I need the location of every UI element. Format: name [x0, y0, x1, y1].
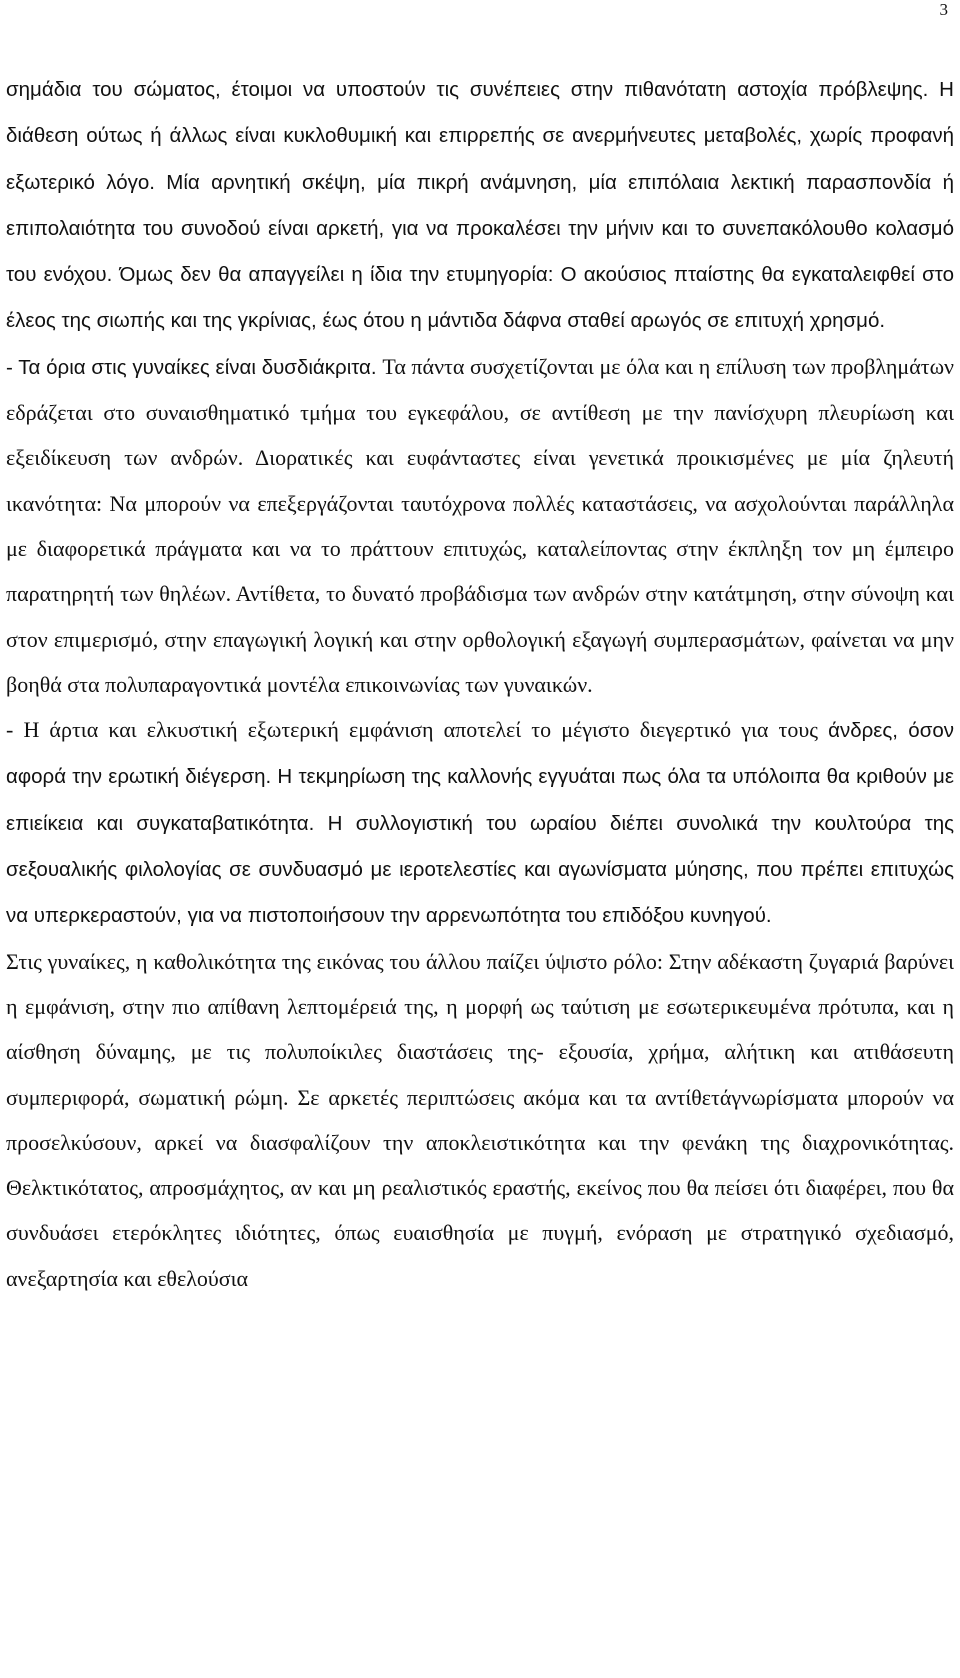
- paragraph: [6, 707, 954, 938]
- body-text: [6, 66, 954, 1301]
- text-run: - Η άρτια και ελκυστική εξωτερική εμφάνιση αποτελεί το μέγιστο διεγερτικό για τους: [6, 717, 829, 743]
- paragraph: [6, 66, 954, 344]
- text-run: - Τα όρια στις γυναίκες είναι δυσδιάκριτα.: [6, 355, 383, 379]
- text-run: Στις γυναίκες, η καθολικότητα της εικόνας του άλλου παίζει ύψιστο ρόλο: Στην αδέκαστη ζυγαριά βαρύνει η εμφάνιση, στην πιο απίθανη λεπτομέρειά της, η μορφή ως ταύτιση με εσωτερικευμένα πρότυπα, και η αίσθηση δύναμης, με τις πολυποίκιλες διαστάσεις της- εξουσία, χρήμα, αλήτικη και ατιθάσευτη συμπεριφορά, σωματική ρώμη. Σε αρκετές περιπτώσεις ακόμα και τα αντίθετάγνωρίσματα μπορούν να προσελκύσουν, αρκεί να διασφαλίζουν την αποκλειστικότητα και την φενάκη της διαχρονικότητας. Θελκτικότατος, απροσμάχητος, αν και μη ρεαλιστικός εραστής, εκείνος που θα πείσει ότι διαφέρει, που θα συνδυάσει ετερόκλητες ιδιότητες, όπως ευαισθησία με πυγμή, ενόραση με στρατηγικό σχεδιασμό, ανεξαρτησία και εθελούσια: [6, 948, 954, 1291]
- page-number: 3: [939, 0, 948, 19]
- paragraph: [6, 344, 954, 707]
- paragraph: [6, 939, 954, 1301]
- text-run: Τα πάντα συσχετίζονται με όλα και η επίλυση των προβλημάτων εδράζεται στο συναισθηματικό τμήμα του εγκεφάλου, σε αντίθεση με την πανίσχυρη πλευρίωση και εξειδίκευση των ανδρών. Διορατικές και ευφάνταστες είναι γενετικά προικισμένες με μία ζηλευτή ικανότητα: Να μπορούν να επεξεργάζονται ταυτόχρονα πολλές καταστάσεις, να ασχολούνται παράλληλα με διαφορετικά πράγματα και να το πράττουν επιτυχώς, καταλείποντας στην έκπληξη τον μη έμπειρο παρατηρητή των θηλέων. Αντίθετα, το δυνατό προβάδισμα των ανδρών στην κατάτμηση, στην σύνοψη και στον επιμερισμό, στην επαγωγική λογική και στην ορθολογική εξαγωγή συμπερασμάτων, φαίνεται να μην βοηθά στα πολυπαραγοντικά μοντέλα επικοινωνίας των γυναικών.: [6, 353, 954, 697]
- text-run: άνδρες, όσον αφορά την ερωτική διέγερση. Η τεκμηρίωση της καλλονής εγγυάται πως όλα τα υπόλοιπα θα κριθούν με επιείκεια και συγκαταβατικότητα. Η συλλογιστική του ωραίου διέπει συνολικά την κουλτούρα της σεξουαλικής φιλολογίας σε συνδυασμό με ιεροτελεστίες και αγωνίσματα μύησης, που πρέπει επιτυχώς να υπερκεραστούν, για να πιστοποιήσουν την αρρενωπότητα του επιδόξου κυνηγού.: [6, 719, 954, 928]
- text-run: σημάδια του σώματος, έτοιμοι να υποστούν τις συνέπειες στην πιθανότατη αστοχία πρόβλεψης. Η διάθεση ούτως ή άλλως είναι κυκλοθυμική και επιρρεπής σε ανερμήνευτες μεταβολές, χωρίς προφανή εξωτερικό λόγο. Μία αρνητική σκέψη, μία πικρή ανάμνηση, μία επιπόλαια λεκτική παρασπονδία ή επιπολαιότητα του συνοδού είναι αρκετή, για να προκαλέσει την μήνιν και το συνεπακόλουθο κολασμό του ενόχου. Όμως δεν θα απαγγείλει η ίδια την ετυμηγορία: Ο ακούσιος πταίστης θα εγκαταλειφθεί στο έλεος της σιωπής και της γκρίνιας, έως ότου η μάντιδα δάφνα σταθεί αρωγός σε επιτυχή χρησμό.: [6, 78, 954, 333]
